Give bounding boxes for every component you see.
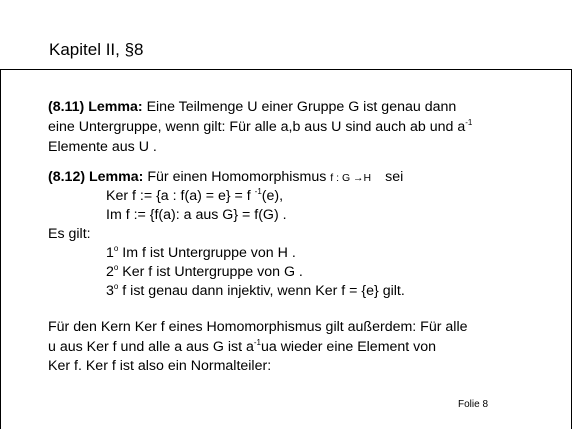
lemma-11-line-2 xyxy=(48,118,472,136)
kernel-def-exponent: -1 xyxy=(254,187,262,196)
slide-number: Folie 8 xyxy=(458,399,489,410)
statement-3 xyxy=(106,282,405,300)
statement-1-degree: o xyxy=(113,244,119,253)
remark-line-3: Ker f. Ker f ist also ein Normalteiler: xyxy=(48,358,272,374)
kernel-def-pre: Ker f := {a : f(a) = e} = f xyxy=(106,188,255,204)
lemma-11-text-2: eine Untergruppe, wenn gilt: Für alle a,b aus U sind auch ab und a xyxy=(48,119,466,135)
statement-3-text: f ist genau dann injektiv, wenn Ker f = {e} gilt. xyxy=(118,283,405,299)
statement-3-number: 3 xyxy=(106,283,114,299)
statement-2-degree: o xyxy=(113,263,119,272)
statement-2 xyxy=(106,263,303,281)
remark-line-2 xyxy=(48,338,436,356)
lemma-11-line-3: Elemente aus U . xyxy=(48,139,157,155)
page-title: Kapitel II, §8 xyxy=(49,40,144,59)
remark-line-1: Für den Kern Ker f eines Homomorphismus gilt außerdem: Für alle xyxy=(48,319,468,335)
lemma-12-label: (8.12) Lemma: xyxy=(48,169,144,185)
statement-2-text: Ker f ist Untergruppe von G . xyxy=(118,264,303,280)
remark-line-2-post: ua wieder eine Element von xyxy=(260,339,437,355)
statement-1-text: Im f ist Untergruppe von H . xyxy=(118,245,296,261)
lemma-11-text-1: Eine Teilmenge U einer Gruppe G ist genau dann xyxy=(142,99,457,115)
lemma-12-intro: Für einen Homomorphismus xyxy=(143,169,331,185)
image-definition: Im f := {f(a): a aus G} = f(G) . xyxy=(106,207,287,223)
kernel-definition xyxy=(106,187,283,205)
map-arrow-icon: → xyxy=(353,172,364,184)
lemma-11-line-1 xyxy=(48,98,456,116)
kernel-def-post: (e), xyxy=(261,188,284,204)
lemma-12-sei: sei xyxy=(385,169,404,185)
statement-3-degree: o xyxy=(113,282,119,291)
map-domain: f : G xyxy=(330,172,354,184)
remark-line-2-pre: u aus Ker f und alle a aus G ist a xyxy=(48,339,254,355)
statement-1 xyxy=(106,244,296,262)
lemma-11-label: (8.11) Lemma: xyxy=(48,99,143,115)
map-notation xyxy=(330,172,371,184)
statement-1-number: 1 xyxy=(106,245,114,261)
remark-exponent: -1 xyxy=(253,338,261,347)
lemma-12-line-1 xyxy=(48,168,403,187)
statement-2-number: 2 xyxy=(106,264,114,280)
es-gilt: Es gilt: xyxy=(48,226,91,242)
lemma-11-exponent: -1 xyxy=(465,118,473,127)
map-codomain: H xyxy=(363,172,372,184)
